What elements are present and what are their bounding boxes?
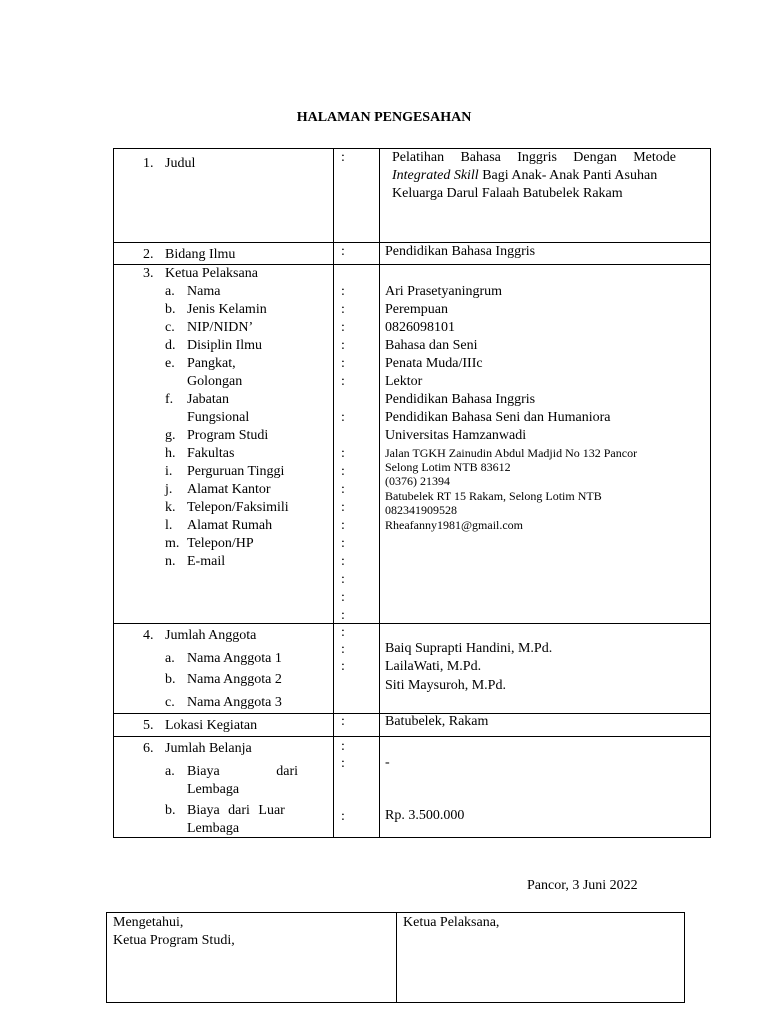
signature-left-line2: Ketua Program Studi, bbox=[113, 933, 235, 948]
approval-table: 1. Judul : Pelatihan Bahasa Inggris Dengan Metode Integrated Skill Bagi Anak- Anak Panti Asuhan Keluarga Darul Falaah Batubelek Rakam 2. Bidang Ilmu : Pendidikan Bahasa Inggris 3. Ketua Pelaksana a. Nama b. Jenis Kelamin c. NIP/NIDN’ d. Disiplin Ilmu e. Pangkat, Golongan f. Jabatan Fungsional g. Program Studi h. Fakultas i. Perguruan Tinggi j. Alamat Kantor k. Telepon/Faksimili l. Alamat Rumah m. Telepon/HP n. E-mail : : : : : : : : : : : : : : : : : Ari Prasetyaningrum Perempuan 0826098101 Bahasa dan Seni Penata Muda/IIIc Lektor Pendidikan Bahasa Inggris Pendidikan Bahasa Seni dan Humaniora Universitas Hamzanwadi Jalan TGKH Zainudin Abdul Madjid No 132 Pancor Selong Lotim NTB 83612 (0376) 21394 Batubelek RT 15 Rakam, Selong Lotim NTB 082341909528 Rheafanny1981@gmail.com 4. Jumlah Anggota a. Nama Anggota 1 b. Nama Anggota 2 c. Nama Anggota 3 : : : Baiq Suprapti Handini, M.Pd. LailaWati, M.Pd. Siti Maysuroh, M.Pd. 5. Lokasi Kegiatan : Batubelek, Rakam 6. Jumlah Belanja a. Biaya dari Lembaga b. Biaya dari Luar Lembaga : : : - Rp. 3.500.000 bbox=[113, 148, 711, 838]
value: Pendidikan Bahasa Inggris bbox=[385, 392, 536, 407]
colon: : bbox=[341, 150, 345, 165]
row-number: 4. bbox=[143, 628, 154, 643]
row-number: 2. bbox=[143, 247, 154, 262]
belanja-item-a-cont: Lembaga bbox=[187, 782, 240, 797]
anggota-value: Baiq Suprapti Handini, M.Pd. bbox=[385, 641, 553, 656]
signature-table bbox=[106, 912, 685, 1003]
judul-italic: Integrated Skill bbox=[392, 168, 479, 183]
bidang-value: Pendidikan Bahasa Inggris bbox=[385, 244, 536, 259]
value: Bahasa dan Seni bbox=[385, 338, 478, 353]
signature-left-line1: Mengetahui, bbox=[113, 915, 184, 930]
signature-right-line1: Ketua Pelaksana, bbox=[403, 915, 500, 930]
colon: : bbox=[341, 659, 345, 674]
lokasi-value: Batubelek, Rakam bbox=[385, 714, 489, 729]
judul-label: Judul bbox=[165, 156, 196, 171]
value: 082341909528 bbox=[385, 503, 457, 517]
anggota-item: Nama Anggota 2 bbox=[187, 672, 282, 687]
colon: : bbox=[341, 625, 345, 640]
colon: : bbox=[341, 714, 345, 729]
column-divider bbox=[333, 149, 334, 837]
anggota-value: Siti Maysuroh, M.Pd. bbox=[385, 678, 506, 693]
value: Pendidikan Bahasa Seni dan Humaniora bbox=[385, 410, 611, 425]
value: Perempuan bbox=[385, 302, 448, 317]
lokasi-label: Lokasi Kegiatan bbox=[165, 718, 258, 733]
belanja-label: Jumlah Belanja bbox=[165, 741, 252, 756]
row-number: 3. bbox=[143, 266, 154, 281]
column-divider bbox=[379, 149, 380, 837]
row-number: 5. bbox=[143, 718, 154, 733]
row-divider bbox=[114, 736, 710, 737]
colon: : bbox=[341, 642, 345, 657]
value: Ari Prasetyaningrum bbox=[385, 284, 503, 299]
value: Lektor bbox=[385, 374, 423, 389]
judul-value: Pelatihan Bahasa Inggris Dengan Metode Integrated Skill Bagi Anak- Anak Panti Asuhan Keluarga Darul Falaah Batubelek Rakam bbox=[392, 150, 676, 201]
row-divider bbox=[114, 623, 710, 624]
colon: : bbox=[341, 244, 345, 259]
colon: : bbox=[341, 756, 345, 771]
anggota-item: Nama Anggota 1 bbox=[187, 651, 282, 666]
row-number: 6. bbox=[143, 741, 154, 756]
anggota-value: LailaWati, M.Pd. bbox=[385, 659, 482, 674]
belanja-value-a: - bbox=[385, 755, 390, 770]
colon: : bbox=[341, 739, 345, 754]
value: Jalan TGKH Zainudin Abdul Madjid No 132 Pancor bbox=[385, 446, 638, 460]
place-date: Pancor, 3 Juni 2022 bbox=[527, 878, 638, 893]
bidang-label: Bidang Ilmu bbox=[165, 247, 236, 262]
belanja-item-a: a. Biaya dari bbox=[165, 764, 298, 779]
value: Universitas Hamzanwadi bbox=[385, 428, 527, 443]
belanja-item-b: b. Biaya dari Luar bbox=[165, 803, 285, 818]
belanja-item-b-cont: Lembaga bbox=[187, 821, 240, 836]
row-number: 1. bbox=[143, 156, 154, 171]
belanja-value-b: Rp. 3.500.000 bbox=[385, 808, 465, 823]
value: 0826098101 bbox=[385, 320, 455, 335]
ketua-label: Ketua Pelaksana bbox=[165, 266, 258, 281]
value: (0376) 21394 bbox=[385, 474, 450, 488]
value: Rheafanny1981@gmail.com bbox=[385, 518, 524, 532]
column-divider bbox=[396, 913, 397, 1002]
page-title: HALAMAN PENGESAHAN bbox=[296, 110, 472, 125]
value: Batubelek RT 15 Rakam, Selong Lotim NTB bbox=[385, 489, 602, 503]
value: Penata Muda/IIIc bbox=[385, 356, 483, 371]
anggota-label: Jumlah Anggota bbox=[165, 628, 257, 643]
anggota-item: Nama Anggota 3 bbox=[187, 695, 282, 710]
colon: : bbox=[341, 809, 345, 824]
value: Selong Lotim NTB 83612 bbox=[385, 460, 511, 474]
